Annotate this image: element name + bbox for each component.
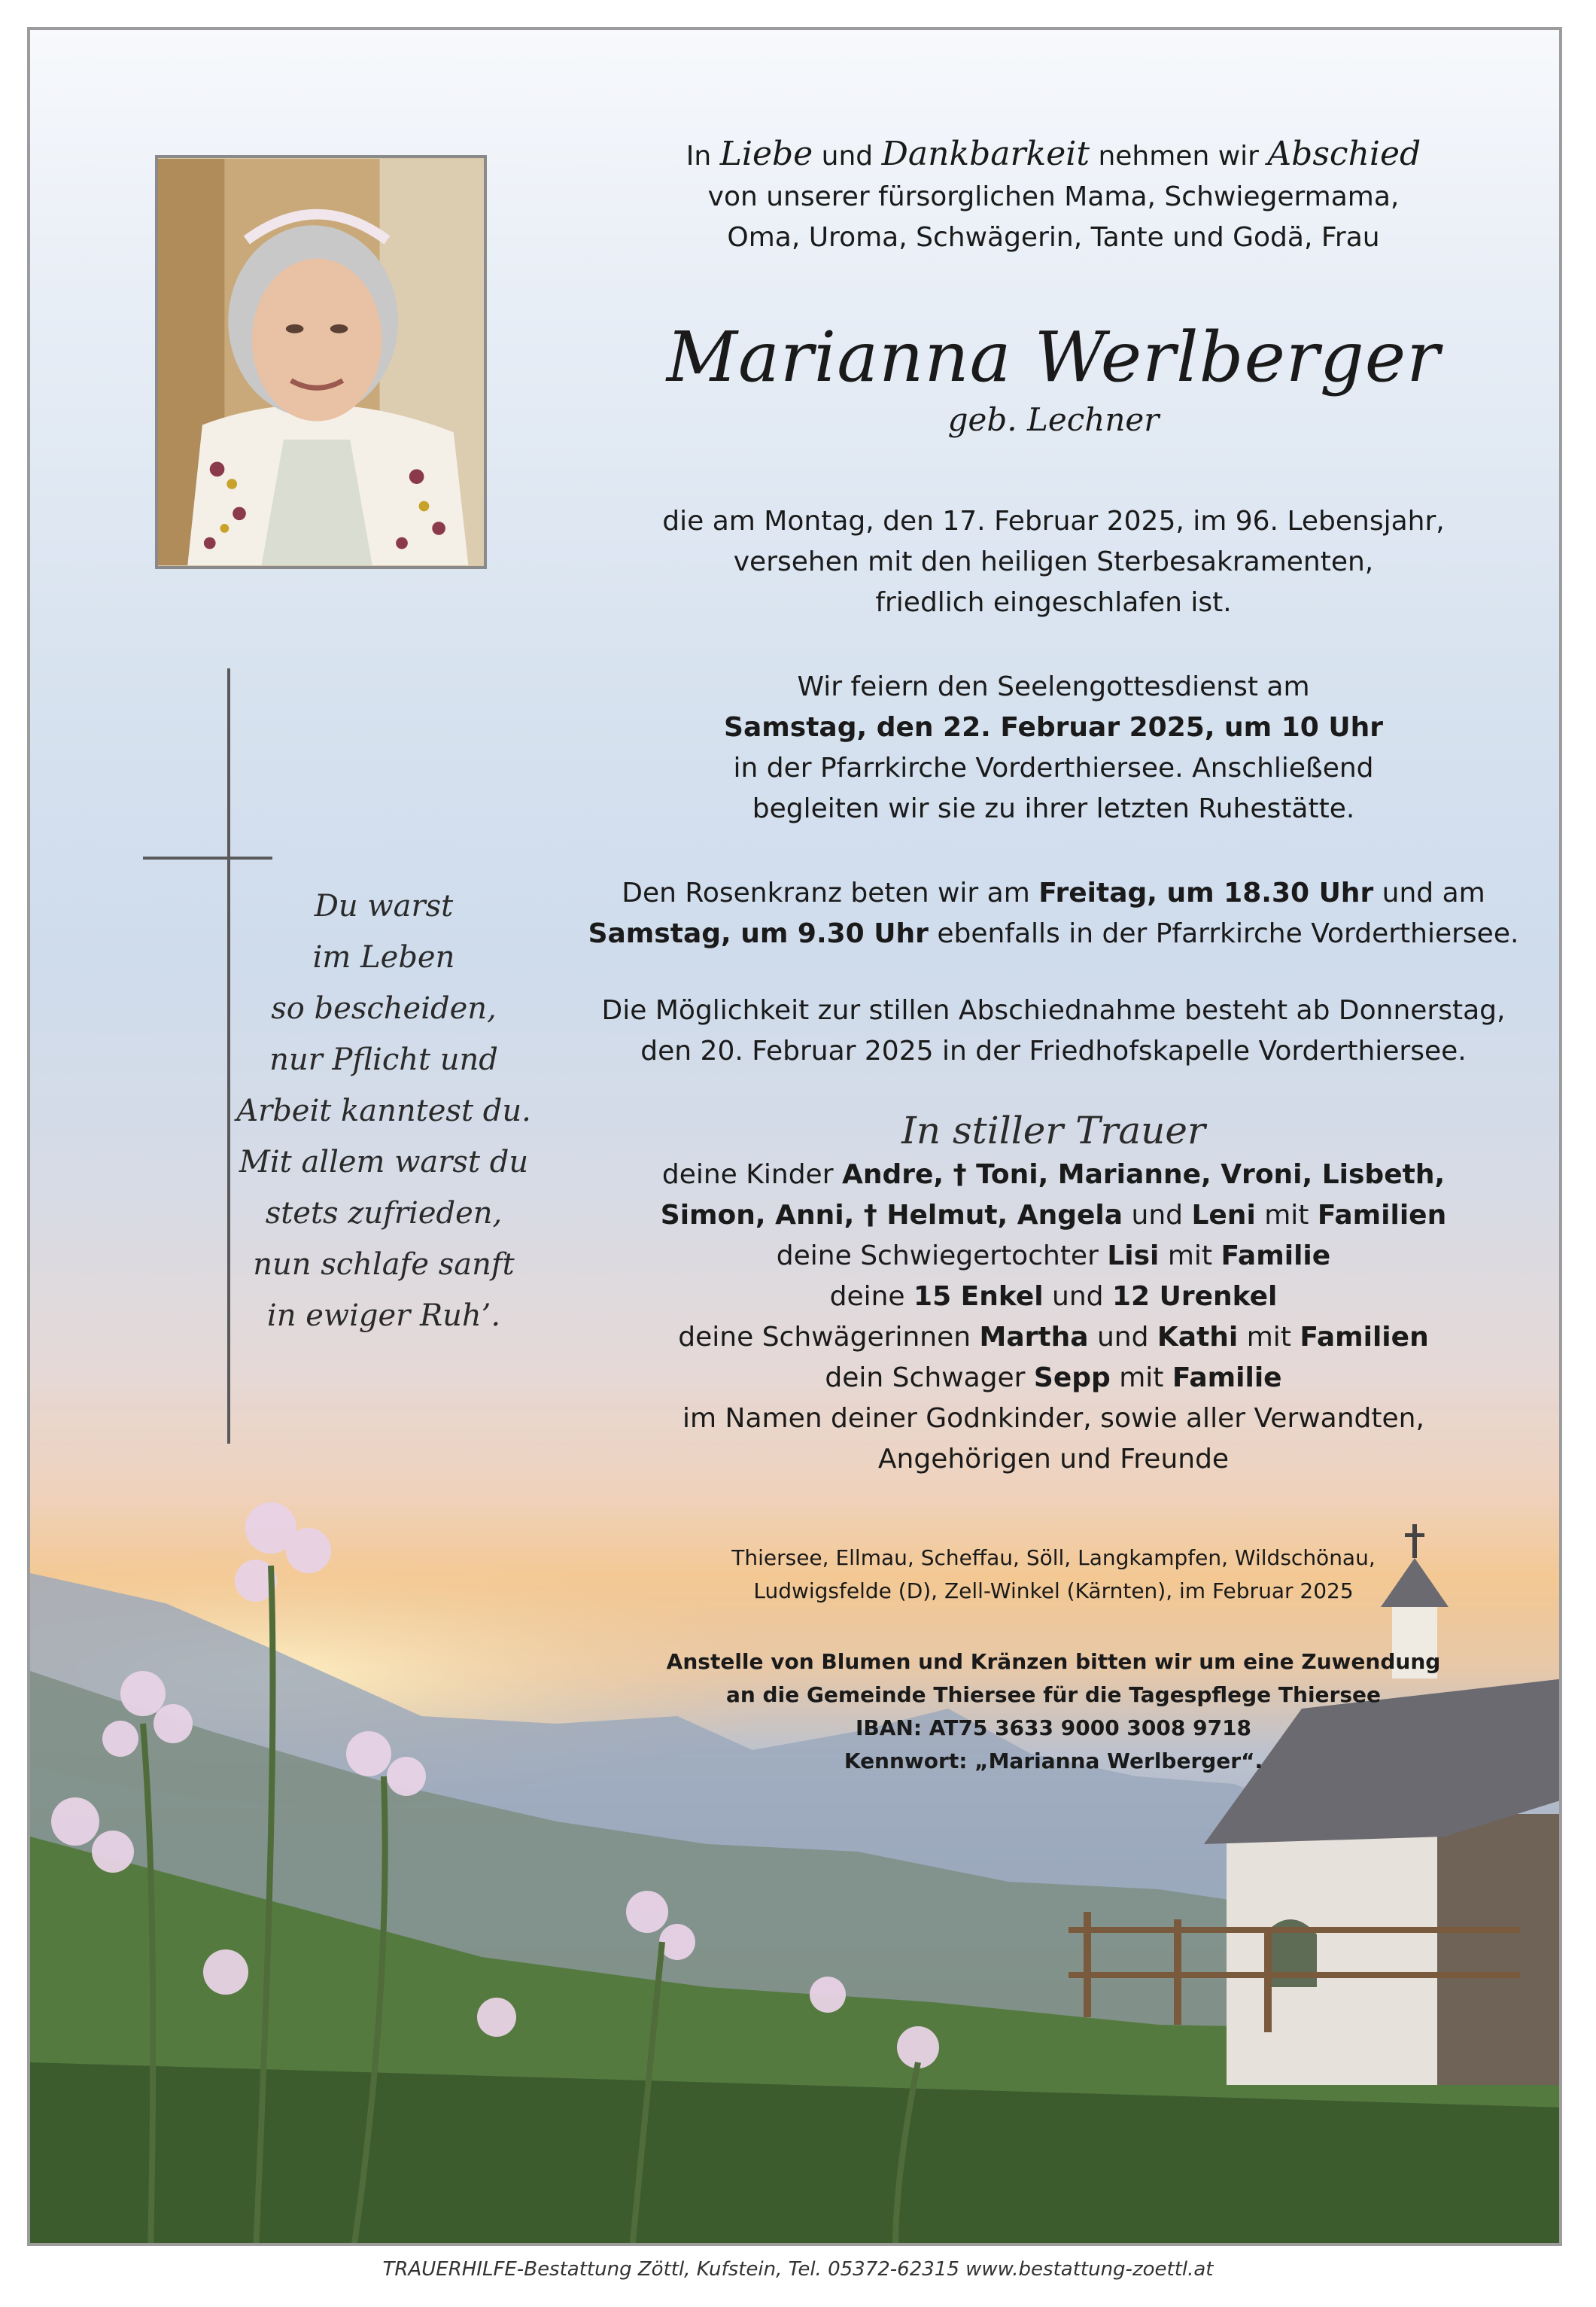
service-line-3: in der Pfarrkirche Vorderthiersee. Anschließend: [733, 753, 1374, 784]
mourners-row: deine Schwägerinnen Martha und Kathi mit Familien: [678, 1322, 1429, 1353]
donation-line-2: an die Gemeinde Thiersee für die Tagespflege Thiersee: [725, 1682, 1381, 1707]
places-block: [557, 1542, 1550, 1608]
donation-keyword: Kennwort: „Marianna Werlberger“.: [844, 1749, 1263, 1773]
farewell-line-2: den 20. Februar 2025 in der Friedhofskapelle Vorderthiersee.: [640, 1036, 1467, 1067]
portrait-photo: [155, 155, 487, 569]
mourners-block: [557, 1106, 1550, 1480]
death-line-1: die am Montag, den 17. Februar 2025, im 96. Lebensjahr,: [662, 506, 1445, 537]
mourners-row: Angehörigen und Freunde: [877, 1444, 1230, 1475]
donation-line-1: Anstelle von Blumen und Kränzen bitten wir um eine Zuwendung: [666, 1649, 1441, 1674]
mourners-row: dein Schwager Sepp mit Familie: [825, 1362, 1282, 1393]
intro-line-2: von unserer fürsorglichen Mama, Schwiegermama,: [707, 181, 1400, 212]
poem-line: stets zufrieden,: [265, 1196, 503, 1231]
poem-line: so bescheiden,: [271, 991, 497, 1026]
poem-line: nun schlafe sanft: [253, 1247, 515, 1282]
mourners-row: im Namen deiner Godnkinder, sowie aller Verwandten,: [682, 1403, 1424, 1434]
parte-card: [27, 27, 1562, 2246]
intro-line-3: Oma, Uroma, Schwägerin, Tante und Godä, Frau: [727, 222, 1380, 253]
memorial-poem: [233, 881, 534, 1341]
places-line-2: Ludwigsfelde (D), Zell-Winkel (Kärnten), im Februar 2025: [753, 1578, 1354, 1603]
mourners-heading: In stiller Trauer: [901, 1109, 1205, 1152]
poem-line: Arbeit kanntest du.: [236, 1094, 531, 1128]
donation-block: [557, 1645, 1550, 1778]
service-notice: [557, 667, 1550, 829]
poem-line: Mit allem warst du: [239, 1145, 529, 1179]
poem-line: im Leben: [312, 940, 455, 975]
chapel-wall: [1227, 1837, 1452, 2085]
cross-vertical: [227, 668, 230, 1444]
mourners-row: deine Kinder Andre, † Toni, Marianne, Vroni, Lisbeth,: [661, 1159, 1446, 1190]
mourners-row: Simon, Anni, † Helmut, Angela und Leni mit Familien: [660, 1200, 1447, 1231]
undertaker-footer: TRAUERHILFE-Bestattung Zöttl, Kufstein, Tel. 05372-62315 www.bestattung-zoettl.at: [382, 2258, 1214, 2281]
places-line-1: Thiersee, Ellmau, Scheffau, Söll, Langkampfen, Wildschönau,: [731, 1545, 1376, 1570]
rosary-line-1: Den Rosenkranz beten wir am Freitag, um 18.30 Uhr und am: [622, 878, 1485, 908]
intro-block: [557, 134, 1550, 258]
mourners-row: deine Schwiegertochter Lisi mit Familie: [776, 1240, 1331, 1271]
farewell-line-1: Die Möglichkeit zur stillen Abschiednahme besteht ab Donnerstag,: [601, 995, 1506, 1026]
portrait-illustration: [158, 158, 484, 566]
service-date: Samstag, den 22. Februar 2025, um 10 Uhr: [724, 712, 1383, 743]
rosary-line-2: Samstag, um 9.30 Uhr ebenfalls in der Pfarrkirche Vorderthiersee.: [588, 918, 1519, 949]
death-line-3: friedlich eingeschlafen ist.: [875, 587, 1232, 618]
cross-horizontal: [143, 857, 272, 860]
rosary-notice: [557, 873, 1550, 954]
farewell-notice: [557, 991, 1550, 1072]
donation-iban: IBAN: AT75 3633 9000 3008 9718: [855, 1715, 1252, 1740]
poem-line: Du warst: [314, 889, 454, 924]
service-line-4: begleiten wir sie zu ihrer letzten Ruhestätte.: [752, 793, 1355, 824]
chapel: [1204, 1524, 1562, 2085]
death-line-2: versehen mit den heiligen Sterbesakramenten,: [733, 546, 1374, 577]
chapel-stone-side: [1437, 1814, 1562, 2085]
mourners-row: deine 15 Enkel und 12 Urenkel: [829, 1281, 1278, 1312]
poem-line: nur Pflicht und: [269, 1042, 498, 1077]
service-line-1: Wir feiern den Seelengottesdienst am: [797, 671, 1310, 702]
death-notice: [557, 501, 1550, 623]
deceased-name: Marianna Werlberger: [666, 317, 1441, 397]
intro-line-1: In Liebe und Dankbarkeit nehmen wir Abschied: [686, 135, 1421, 173]
name-block: [557, 316, 1550, 441]
poem-line: in ewiger Ruh’.: [266, 1298, 501, 1333]
birth-name: geb. Lechner: [947, 401, 1160, 438]
